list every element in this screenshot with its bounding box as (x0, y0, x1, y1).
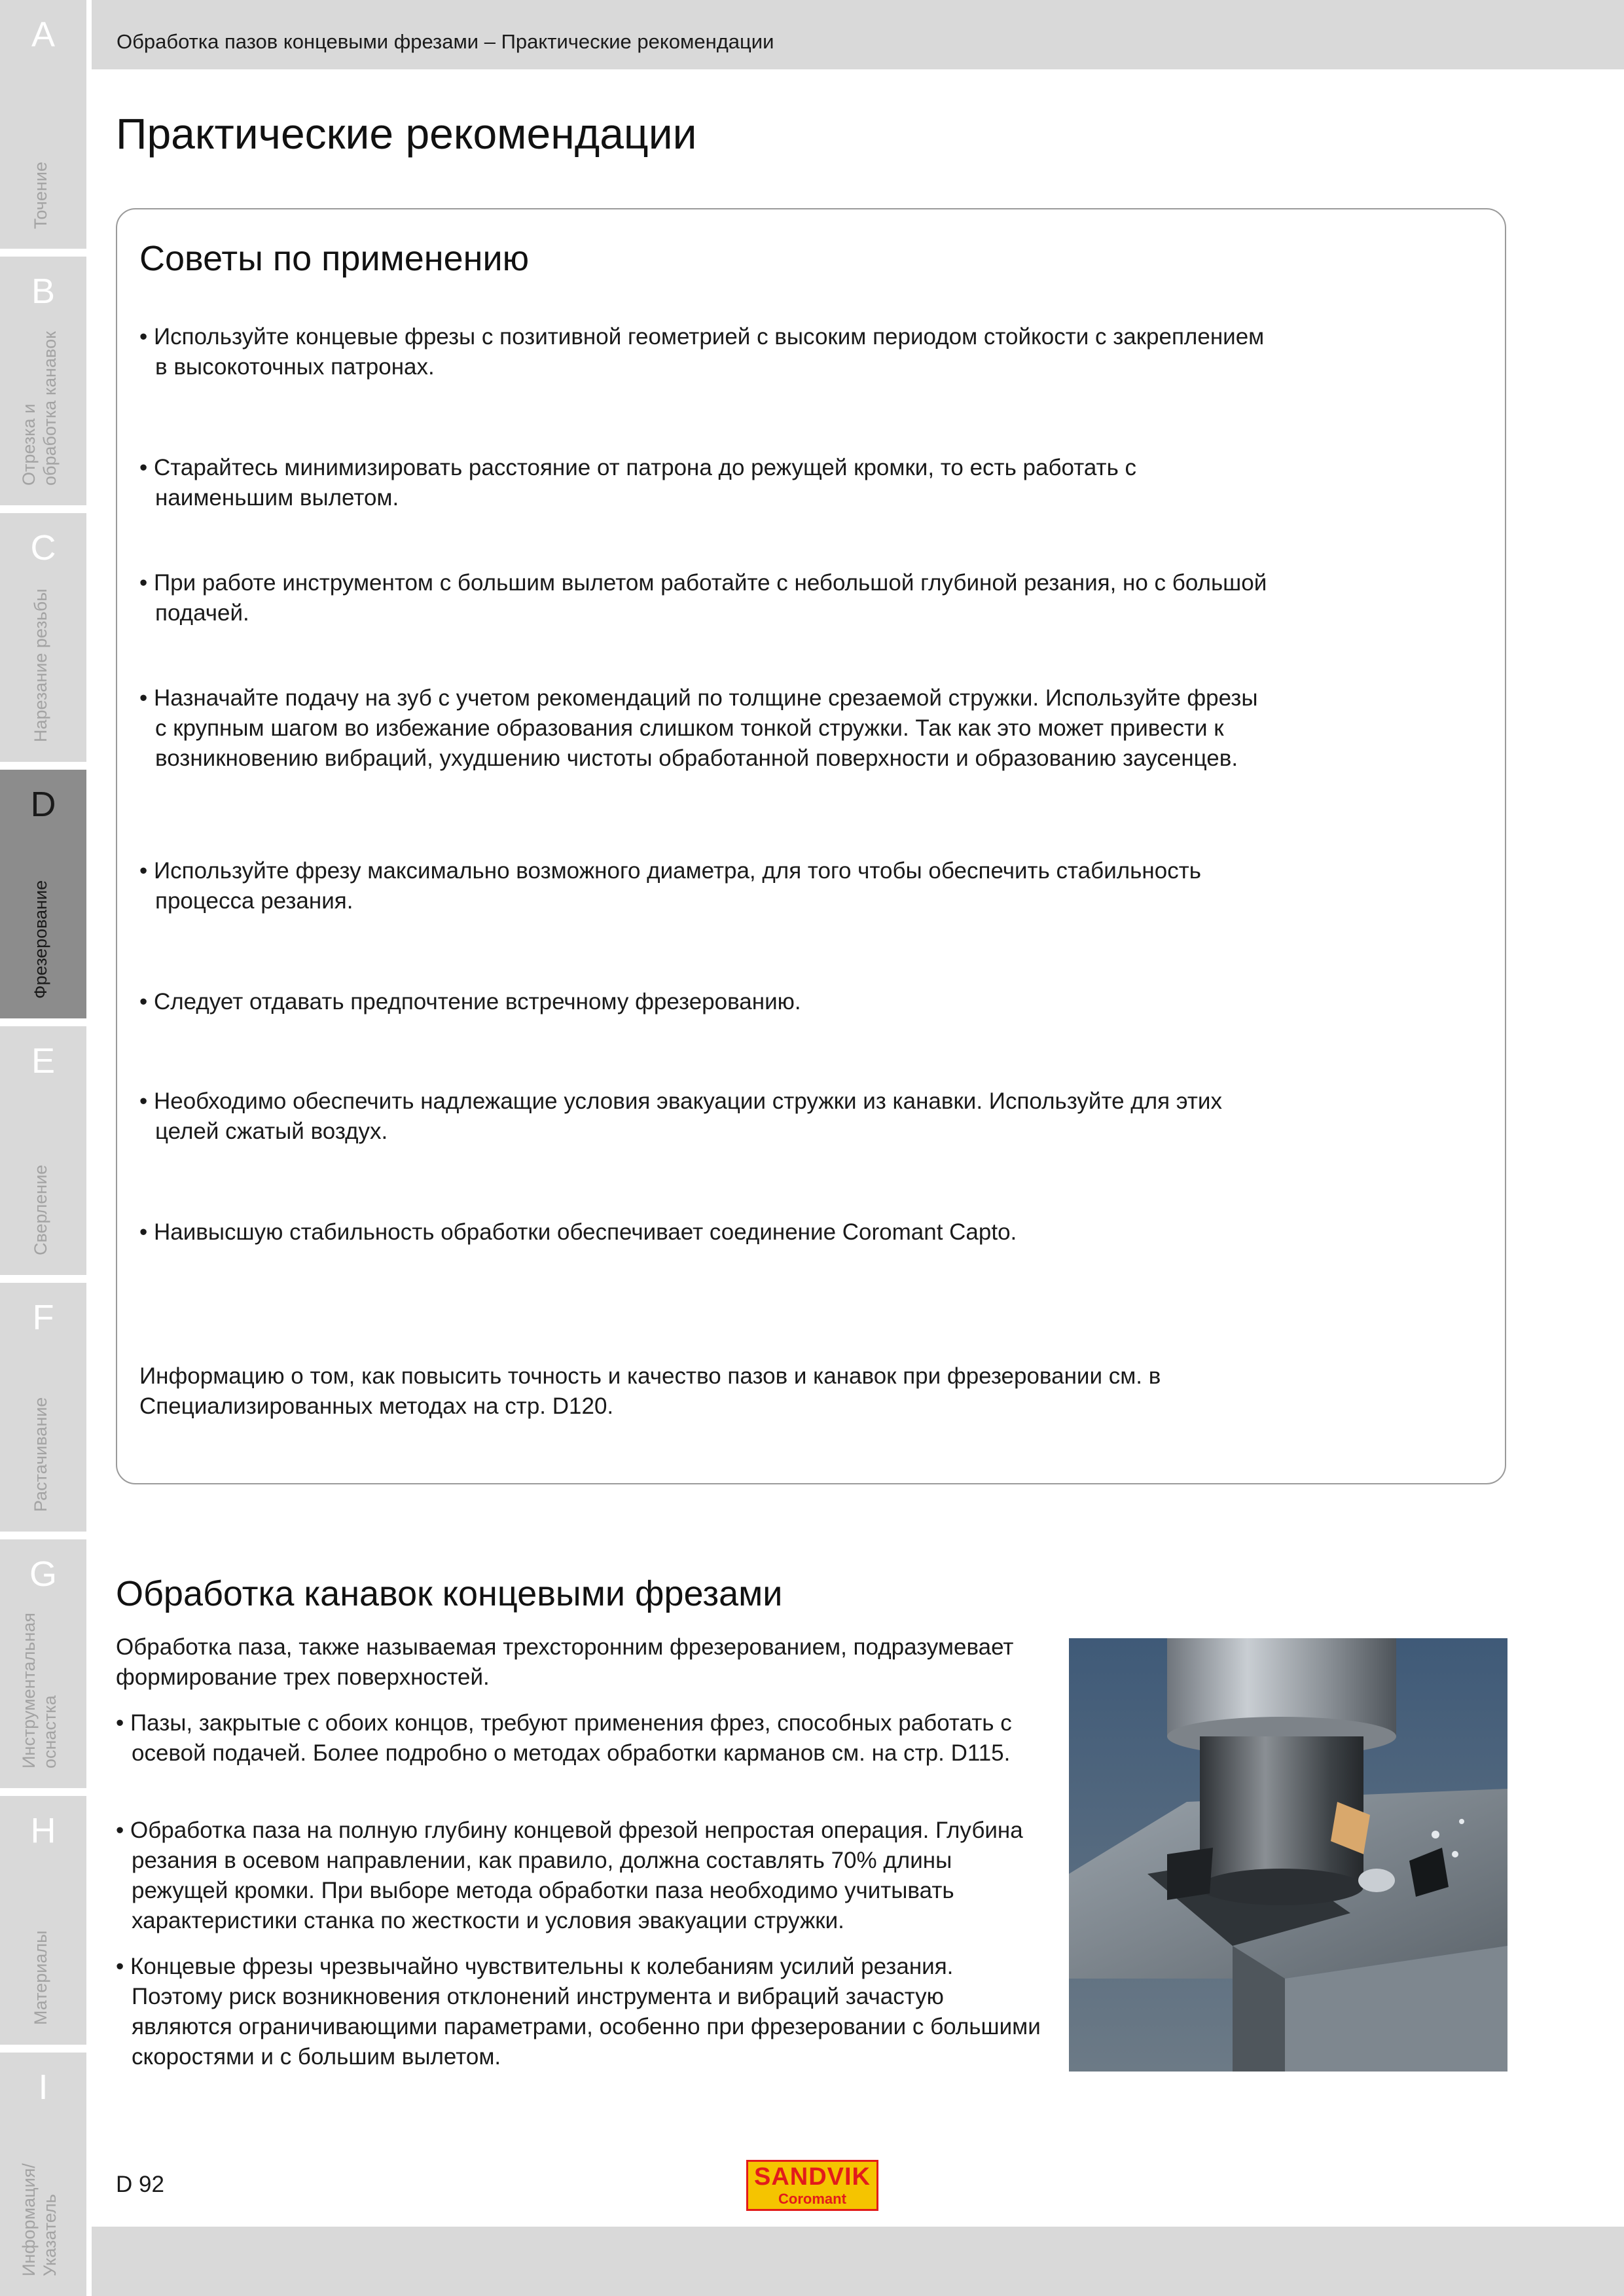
tab-label: Отрезка и (19, 403, 39, 486)
header-bar (92, 0, 1624, 69)
tab-label: Информация/ (19, 2163, 39, 2276)
tab-label: Сверление (31, 1164, 50, 1255)
section-bullet: • Обработка паза на полную глубину концевой фрезой непростая операция. Глубина резания в осевом направлении, как правило, должна составлять 70% длины режущей кромки. При выборе метода обработки паза необходимо учитывать характеристики станка по жесткости и условия эвакуации стружки. (116, 1818, 1023, 1933)
tab-label: Нарезание резьбы (31, 588, 50, 742)
logo-main-text: SANDVIK (753, 2163, 871, 2191)
page-number: D 92 (116, 2172, 164, 2197)
page-title: Практические рекомендации (116, 109, 697, 158)
tab-d-milling[interactable] (0, 770, 86, 1018)
tips-reference-note: Информацию о том, как повысить точность и качество пазов и канавок при фрезеровании см. в Специализированных методах на стр. D120. (139, 1363, 1161, 1419)
tab-letter: H (30, 1811, 56, 1850)
footer-bar (92, 2227, 1624, 2296)
tab-letter: E (31, 1041, 56, 1081)
tab-b-parting-grooving[interactable] (0, 257, 86, 505)
tab-label: Фрезерование (31, 880, 50, 999)
tab-letter: G (29, 1554, 57, 1594)
tip-item: • Используйте концевые фрезы с позитивной геометрией с высоким периодом стойкости с закреплением в высокоточных патронах. (139, 324, 1265, 380)
tip-item: • Назначайте подачу на зуб с учетом рекомендаций по толщине срезаемой стружки. Используйте фрезы с крупным шагом во избежание образования слишком тонкой стружки. Так как это может привести к возникновению вибраций, ухудшению чистоты обработанной поверхности и образованию заусенцев. (139, 685, 1258, 771)
tip-item: • Старайтесь минимизировать расстояние от патрона до режущей кромки, то есть работать с наименьшим вылетом. (139, 455, 1137, 511)
tab-a-turning[interactable] (0, 0, 86, 249)
tip-item: • Необходимо обеспечить надлежащие условия эвакуации стружки из канавки. Используйте для этих целей сжатый воздух. (139, 1088, 1222, 1144)
tip-item: • Следует отдавать предпочтение встречному фрезерованию. (139, 989, 801, 1014)
tab-c-threading[interactable] (0, 513, 86, 762)
tab-label: Инструментальная (19, 1612, 39, 1768)
application-tips-box (116, 208, 1506, 1484)
tab-label-line2: Указатель (40, 2194, 60, 2276)
section-bullet: • Пазы, закрытые с обоих концов, требуют применения фрез, способных работать с осевой подачей. Более подробно о методах обработки карманов см. на стр. D115. (116, 1710, 1012, 1766)
tab-h-materials[interactable] (0, 1796, 86, 2045)
end-mill-illustration (1069, 1638, 1507, 2072)
tab-label: Растачивание (31, 1397, 50, 1512)
section-intro: Обработка паза, также называемая трехсторонним фрезерованием, подразумевает формирование трех поверхностей. (116, 1634, 1014, 1690)
tab-e-drilling[interactable] (0, 1026, 86, 1275)
tip-item: • Используйте фрезу максимально возможного диаметра, для того чтобы обеспечить стабильность процесса резания. (139, 858, 1201, 914)
tab-letter: B (31, 272, 56, 311)
tab-letter: F (32, 1298, 54, 1337)
tab-letter: I (38, 2068, 48, 2107)
tip-item: • Наивысшую стабильность обработки обеспечивает соединение Coromant Capto. (139, 1219, 1017, 1245)
breadcrumb: Обработка пазов концевыми фрезами – Практические рекомендации (117, 30, 774, 53)
tab-letter: C (30, 528, 56, 567)
section-title: Обработка канавок концевыми фрезами (116, 1574, 783, 1613)
end-mill-slotting-photo (1069, 1638, 1507, 2072)
tab-label-line2: оснастка (40, 1695, 60, 1768)
tab-letter: D (30, 785, 56, 824)
tab-label: Материалы (31, 1930, 50, 2025)
section-bullet: • Концевые фрезы чрезвычайно чувствительны к колебаниям усилий резания. Поэтому риск возникновения отклонений инструмента и вибраций зачастую являются ограничивающими параметрами, особенно при фрезеровании с большими скоростями и с большим вылетом. (116, 1954, 1041, 2070)
tab-g-tool-holding[interactable] (0, 1539, 86, 1788)
tips-heading: Советы по применению (139, 239, 530, 278)
section-tabs-sidebar (0, 0, 86, 2296)
tab-label: Точение (31, 162, 50, 229)
tab-i-information-index[interactable] (0, 2053, 86, 2296)
tab-f-boring[interactable] (0, 1283, 86, 1532)
tab-label-line2: обработка канавок (40, 331, 60, 486)
tip-item: • При работе инструментом с большим вылетом работайте с небольшой глубиной резания, но с большой подачей. (139, 570, 1267, 626)
tab-letter: A (31, 15, 56, 54)
sandvik-coromant-logo (746, 2160, 878, 2211)
logo-sub-text: Coromant (778, 2191, 846, 2207)
